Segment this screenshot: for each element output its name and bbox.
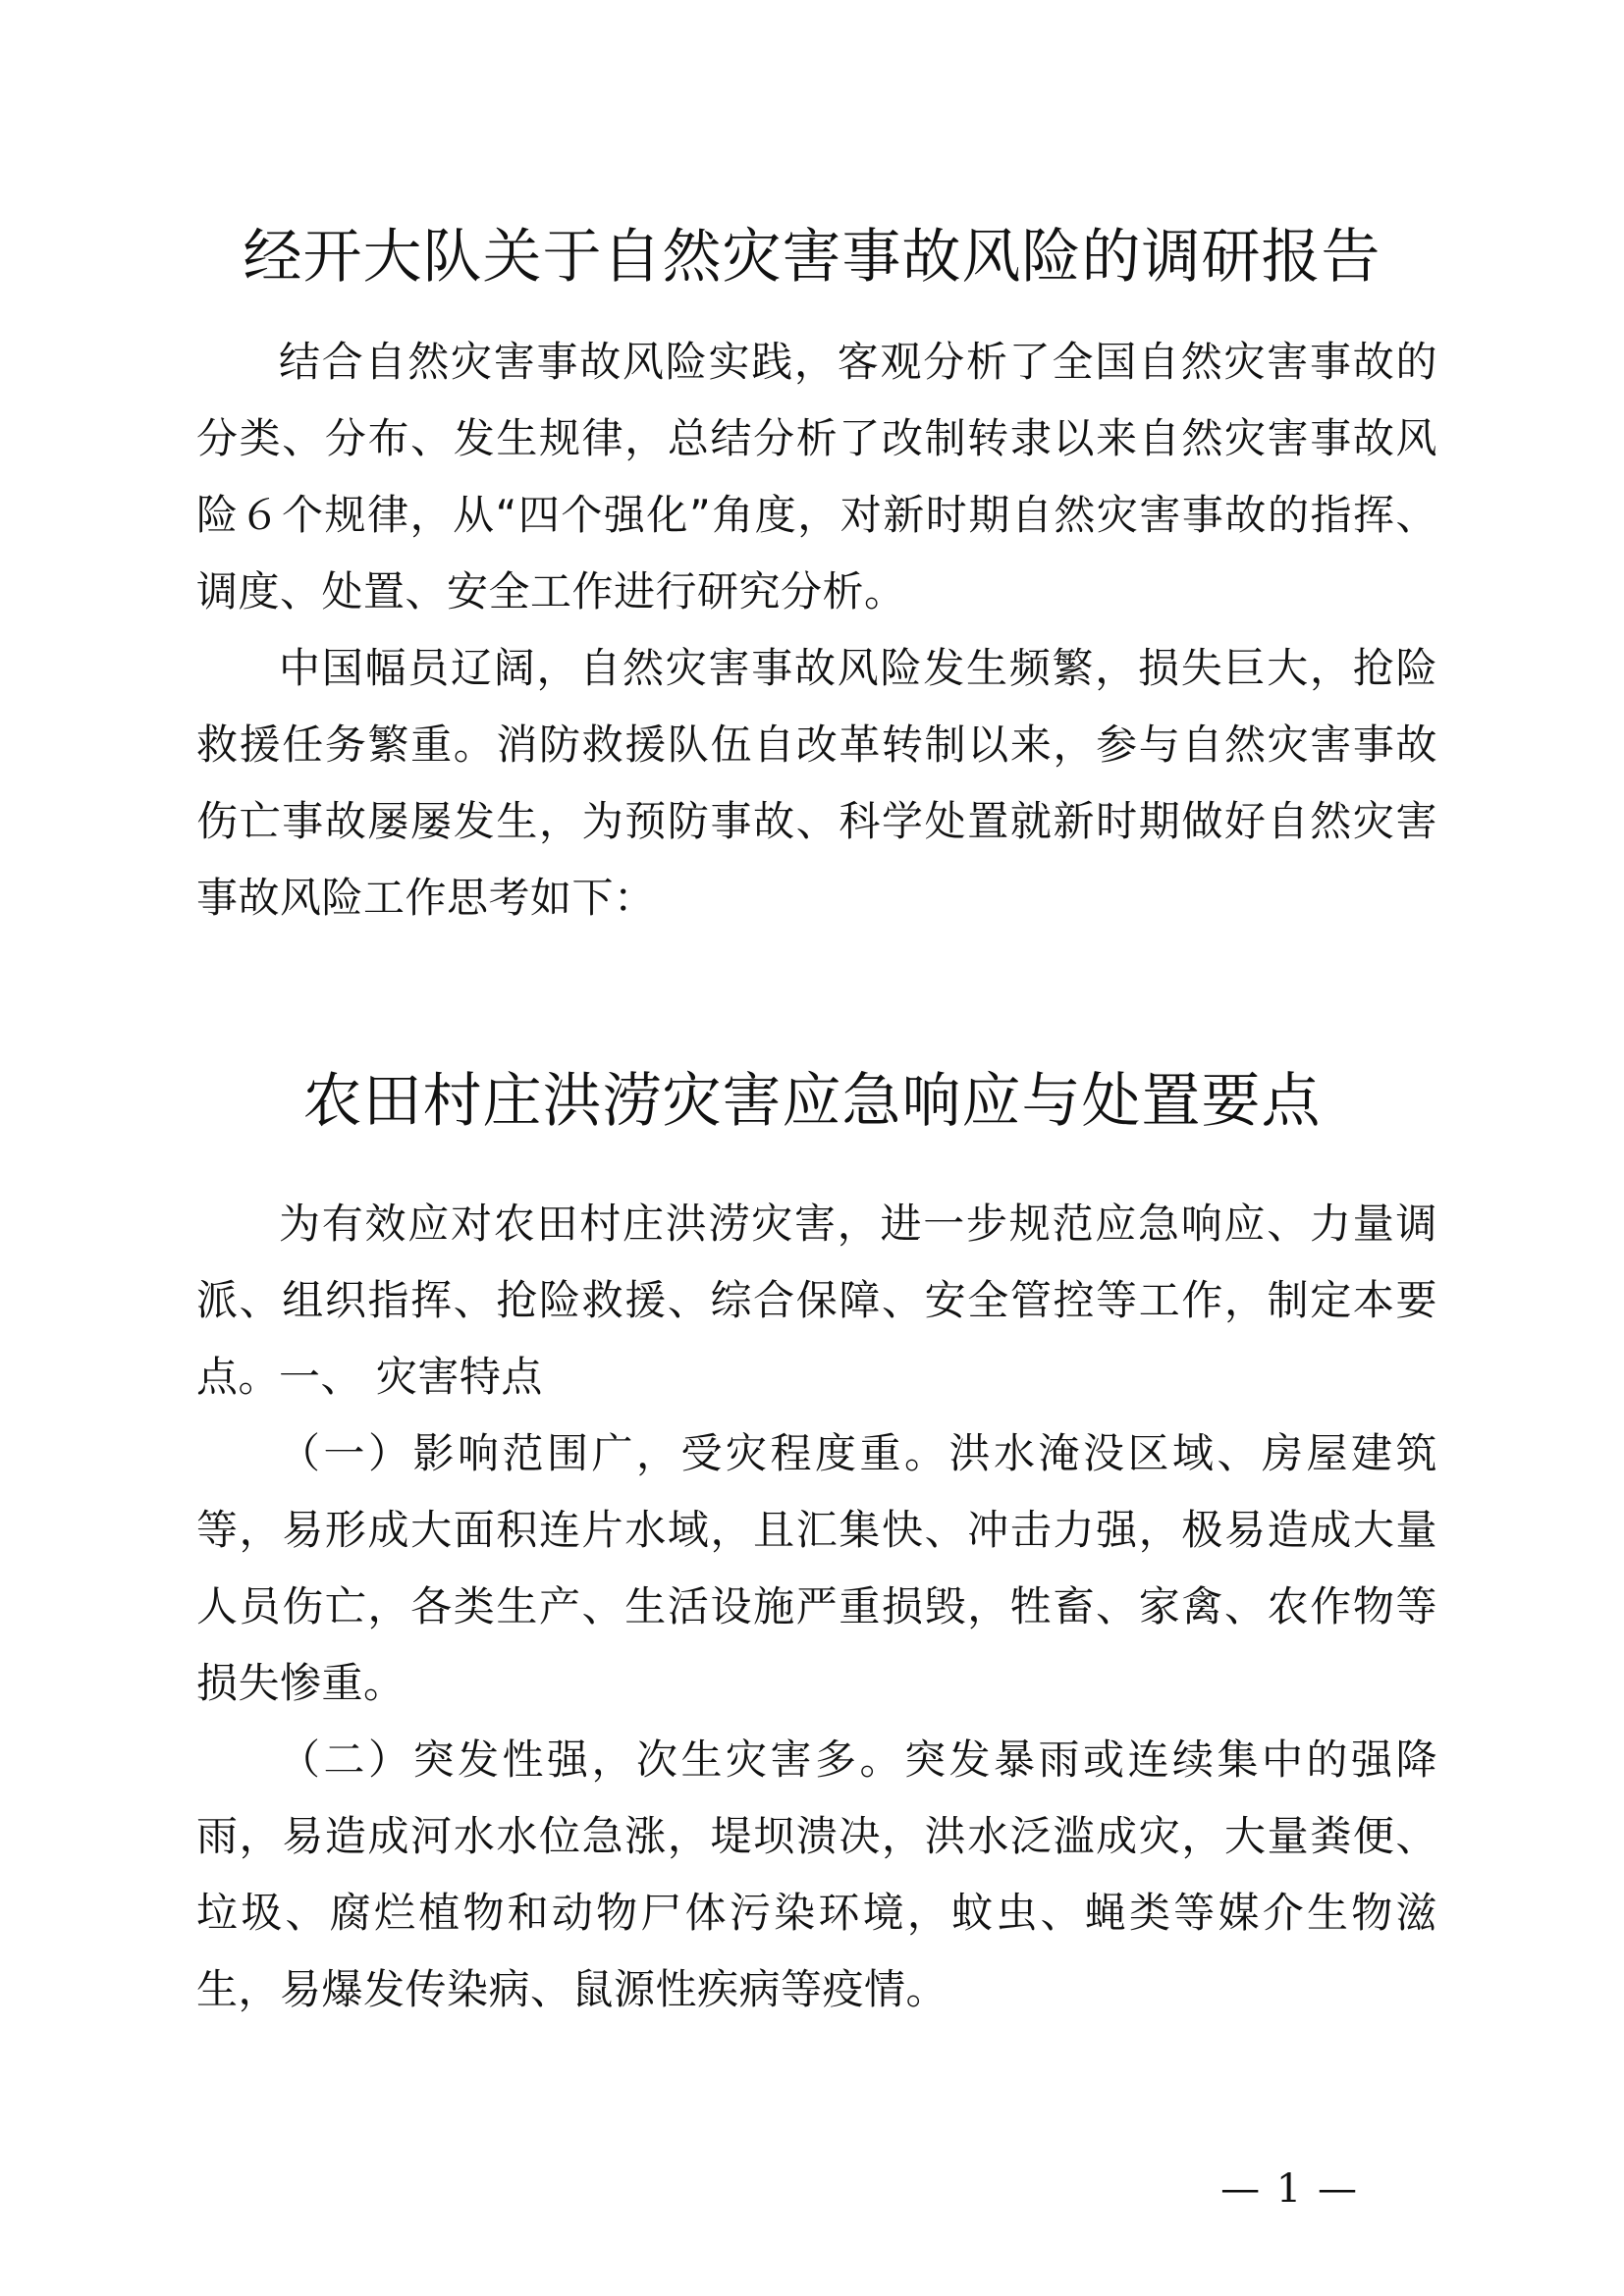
- section-heading-disaster-features: 一、 灾害特点: [279, 1353, 543, 1401]
- report-paragraph-1: 结合自然灾害事故风险实践，客观分析了全国自然灾害事故的分类、分布、发生规律，总结分析了改制转隶以来自然灾害事故风险６个规律，从“四个强化”角度，对新时期自然灾害事故的指挥、调度、处置、安全工作进行研究分析。: [196, 338, 1437, 615]
- feature-item-2: （二）突发性强，次生灾害多。突发暴雨或连续集中的强降雨，易造成河水水位急涨，堤坝溃决，洪水泛滥成灾，大量粪便、垃圾、腐烂植物和动物尸体污染环境，蚊虫、蝇类等媒介生物滋生，易爆发传染病、鼠源性疾病等疫情。: [196, 1735, 1437, 2013]
- report-title: 经开大队关于自然灾害事故风险的调研报告: [243, 223, 1381, 292]
- report-paragraph-2: 中国幅员辽阔，自然灾害事故风险发生频繁，损失巨大，抢险救援任务繁重。消防救援队伍自改革转制以来，参与自然灾害事故伤亡事故屡屡发生，为预防事故、科学处置就新时期做好自然灾害事故风险工作思考如下：: [196, 644, 1437, 922]
- feature-item-1: （一）影响范围广，受灾程度重。洪水淹没区域、房屋建筑等，易形成大面积连片水域，且汇集快、冲击力强，极易造成大量人员伤亡，各类生产、生活设施严重损毁，牲畜、家禽、农作物等损失惨重。: [196, 1429, 1437, 1707]
- section-intro: 为有效应对农田村庄洪涝灾害，进一步规范应急响应、力量调派、组织指挥、抢险救援、综合保障、安全管控等工作，制定本要点。: [196, 1200, 1437, 1401]
- section-title: 农田村庄洪涝灾害应急响应与处置要点: [302, 1067, 1322, 1136]
- page-number: — 1 —: [1220, 2166, 1359, 2212]
